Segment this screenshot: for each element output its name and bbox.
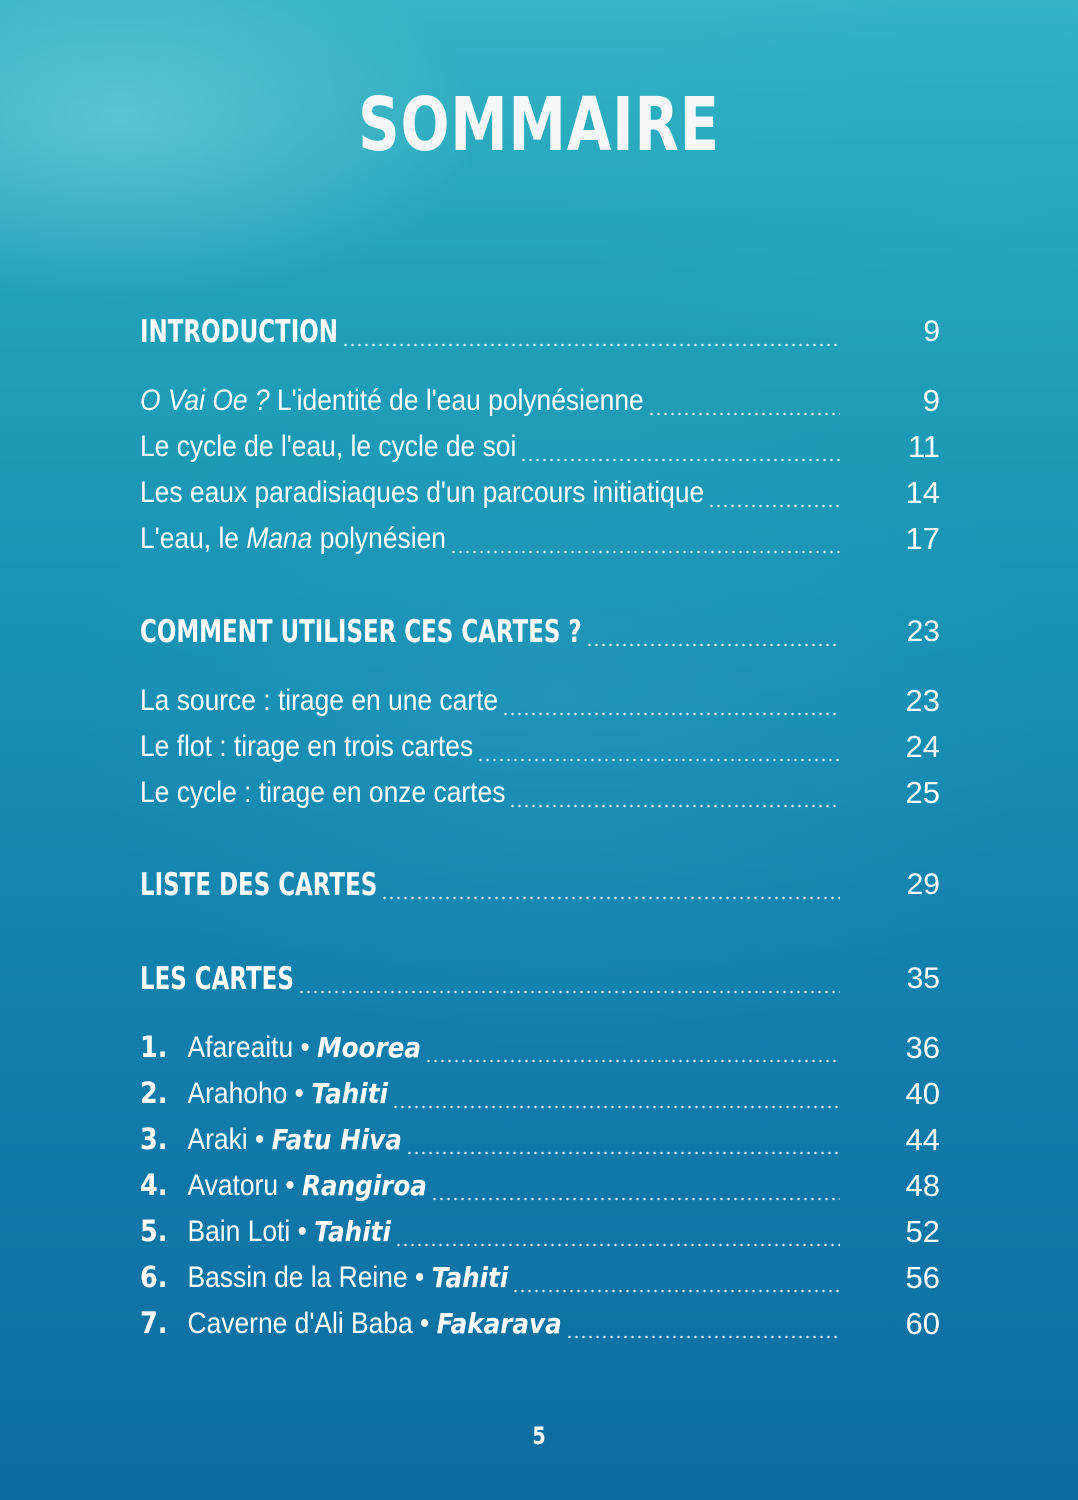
toc-entry-text: Araki •: [187, 1123, 272, 1156]
toc-section-heading: INTRODUCTION: [140, 314, 338, 350]
toc-entry-label: [140, 427, 516, 467]
island-name: Tahiti: [311, 1077, 388, 1110]
toc-entry-row: [140, 1166, 940, 1206]
toc-entry-label: [140, 519, 446, 559]
island-name: Tahiti: [314, 1215, 391, 1248]
island-name: Fatu Hiva: [271, 1123, 402, 1156]
toc-section-heading: COMMENT UTILISER CES CARTES ?: [140, 614, 582, 650]
toc-entry-text: Arahoho •: [187, 1077, 312, 1110]
dot-leader: [298, 967, 840, 995]
toc-entry-text: L'eau, le: [140, 522, 247, 555]
toc-entry-label: [140, 773, 505, 813]
dot-leader: [648, 389, 840, 417]
toc-entry-text: Bassin de la Reine •: [187, 1261, 432, 1294]
island-name: Rangiroa: [301, 1169, 427, 1202]
toc-page-number: 23: [905, 683, 940, 718]
toc-entry-row: [140, 1258, 940, 1298]
page-title: SOMMAIRE: [358, 82, 720, 168]
toc-entry-row: [140, 1304, 940, 1344]
toc-entry-row: [140, 473, 940, 513]
dot-leader: [431, 1174, 840, 1202]
toc-page-number: 14: [905, 475, 940, 510]
toc-page-number: 48: [905, 1168, 940, 1203]
toc-page-number: 56: [905, 1260, 940, 1295]
toc-entry-label: [140, 1027, 421, 1068]
dot-leader: [512, 1266, 840, 1294]
toc-entry-label: [140, 727, 473, 767]
toc-page-number: 29: [906, 868, 940, 901]
toc-section-row: [140, 865, 940, 905]
island-name: Tahiti: [431, 1261, 509, 1294]
dot-leader: [392, 1082, 840, 1110]
toc-entry-text: La source : tirage en une carte: [140, 684, 499, 717]
toc-page-number: 36: [905, 1030, 940, 1065]
card-number: 7.: [140, 1306, 168, 1340]
dot-leader: [425, 1036, 840, 1064]
toc-entry-row: [140, 1074, 940, 1114]
toc-page-number: 40: [905, 1076, 940, 1111]
toc-page-number: 25: [905, 775, 940, 810]
toc-entry-row: [140, 381, 940, 421]
dot-leader: [520, 435, 840, 463]
toc-page-number: 9: [923, 315, 940, 348]
toc-entry-text: Le cycle : tirage en onze cartes: [140, 776, 506, 809]
dot-leader: [406, 1128, 840, 1156]
folio-page-number: 5: [532, 1422, 546, 1450]
card-number: 4.: [140, 1168, 168, 1202]
toc-page-number: 11: [907, 429, 940, 464]
card-number: 6.: [140, 1260, 168, 1294]
toc-entry-text: Caverne d'Ali Baba •: [187, 1307, 437, 1340]
toc-entry-row: [140, 727, 940, 767]
toc-entry-text: Les eaux paradisiaques d'un parcours initiatique: [140, 476, 705, 509]
island-name: Moorea: [317, 1031, 421, 1064]
dot-leader: [381, 873, 840, 901]
toc-entry-label: [140, 473, 704, 513]
toc-entry-text: polynésien: [312, 522, 446, 555]
toc-entry-text: Le cycle de l'eau, le cycle de soi: [140, 430, 517, 463]
toc-page-number: 35: [906, 962, 940, 995]
toc-section-heading: LES CARTES: [140, 961, 294, 997]
toc-entry-text: Mana: [246, 522, 313, 555]
card-number: 1.: [140, 1030, 168, 1064]
toc-page-number: 52: [905, 1214, 940, 1249]
toc-entry-row: [140, 681, 940, 721]
dot-leader: [708, 481, 840, 509]
card-number: 5.: [140, 1214, 168, 1248]
toc-page-number: 44: [905, 1122, 940, 1157]
toc-entry-text: L'identité de l'eau polynésienne: [269, 384, 644, 417]
dot-leader: [342, 320, 840, 348]
toc-entry-label: [140, 1119, 402, 1160]
toc-entry-label: [140, 681, 498, 721]
toc-entry-row: [140, 519, 940, 559]
toc-entry-label: [140, 1073, 388, 1114]
card-number: 3.: [140, 1122, 168, 1156]
toc-entry-text: Le flot : tirage en trois cartes: [140, 730, 474, 763]
toc-entry-label: [140, 1211, 391, 1252]
dot-leader: [477, 735, 840, 763]
toc-entry-row: [140, 773, 940, 813]
island-name: Fakarava: [436, 1307, 562, 1340]
dot-leader: [395, 1220, 840, 1248]
dot-leader: [502, 689, 840, 717]
toc-page-number: 24: [905, 729, 940, 764]
toc-section-heading: LISTE DES CARTES: [140, 867, 378, 903]
toc-section-row: [140, 959, 940, 999]
toc-entry-row: [140, 1212, 940, 1252]
toc-entry-row: [140, 427, 940, 467]
toc-entry-label: [140, 1165, 427, 1206]
toc-section-row: [140, 612, 940, 652]
toc-entry-text: O Vai Oe ?: [140, 384, 270, 417]
dot-leader: [566, 1312, 840, 1340]
dot-leader: [450, 527, 840, 555]
card-number: 2.: [140, 1076, 168, 1110]
toc-entry-label: [140, 1303, 562, 1344]
toc-page-number: 60: [905, 1306, 940, 1341]
toc-page-number: 23: [906, 615, 940, 648]
toc-entry-text: Afareaitu •: [187, 1031, 318, 1064]
toc-entry-row: [140, 1120, 940, 1160]
toc-section-row: [140, 312, 940, 352]
dot-leader: [509, 781, 840, 809]
toc-entry-label: [140, 1257, 508, 1298]
toc-entry-text: Bain Loti •: [187, 1215, 315, 1248]
toc-page-number: 9: [922, 383, 940, 418]
dot-leader: [586, 620, 840, 648]
toc-entry-row: [140, 1028, 940, 1068]
toc-entry-text: Avatoru •: [187, 1169, 302, 1202]
toc-page-number: 17: [905, 521, 940, 556]
toc-entry-label: [140, 381, 644, 421]
